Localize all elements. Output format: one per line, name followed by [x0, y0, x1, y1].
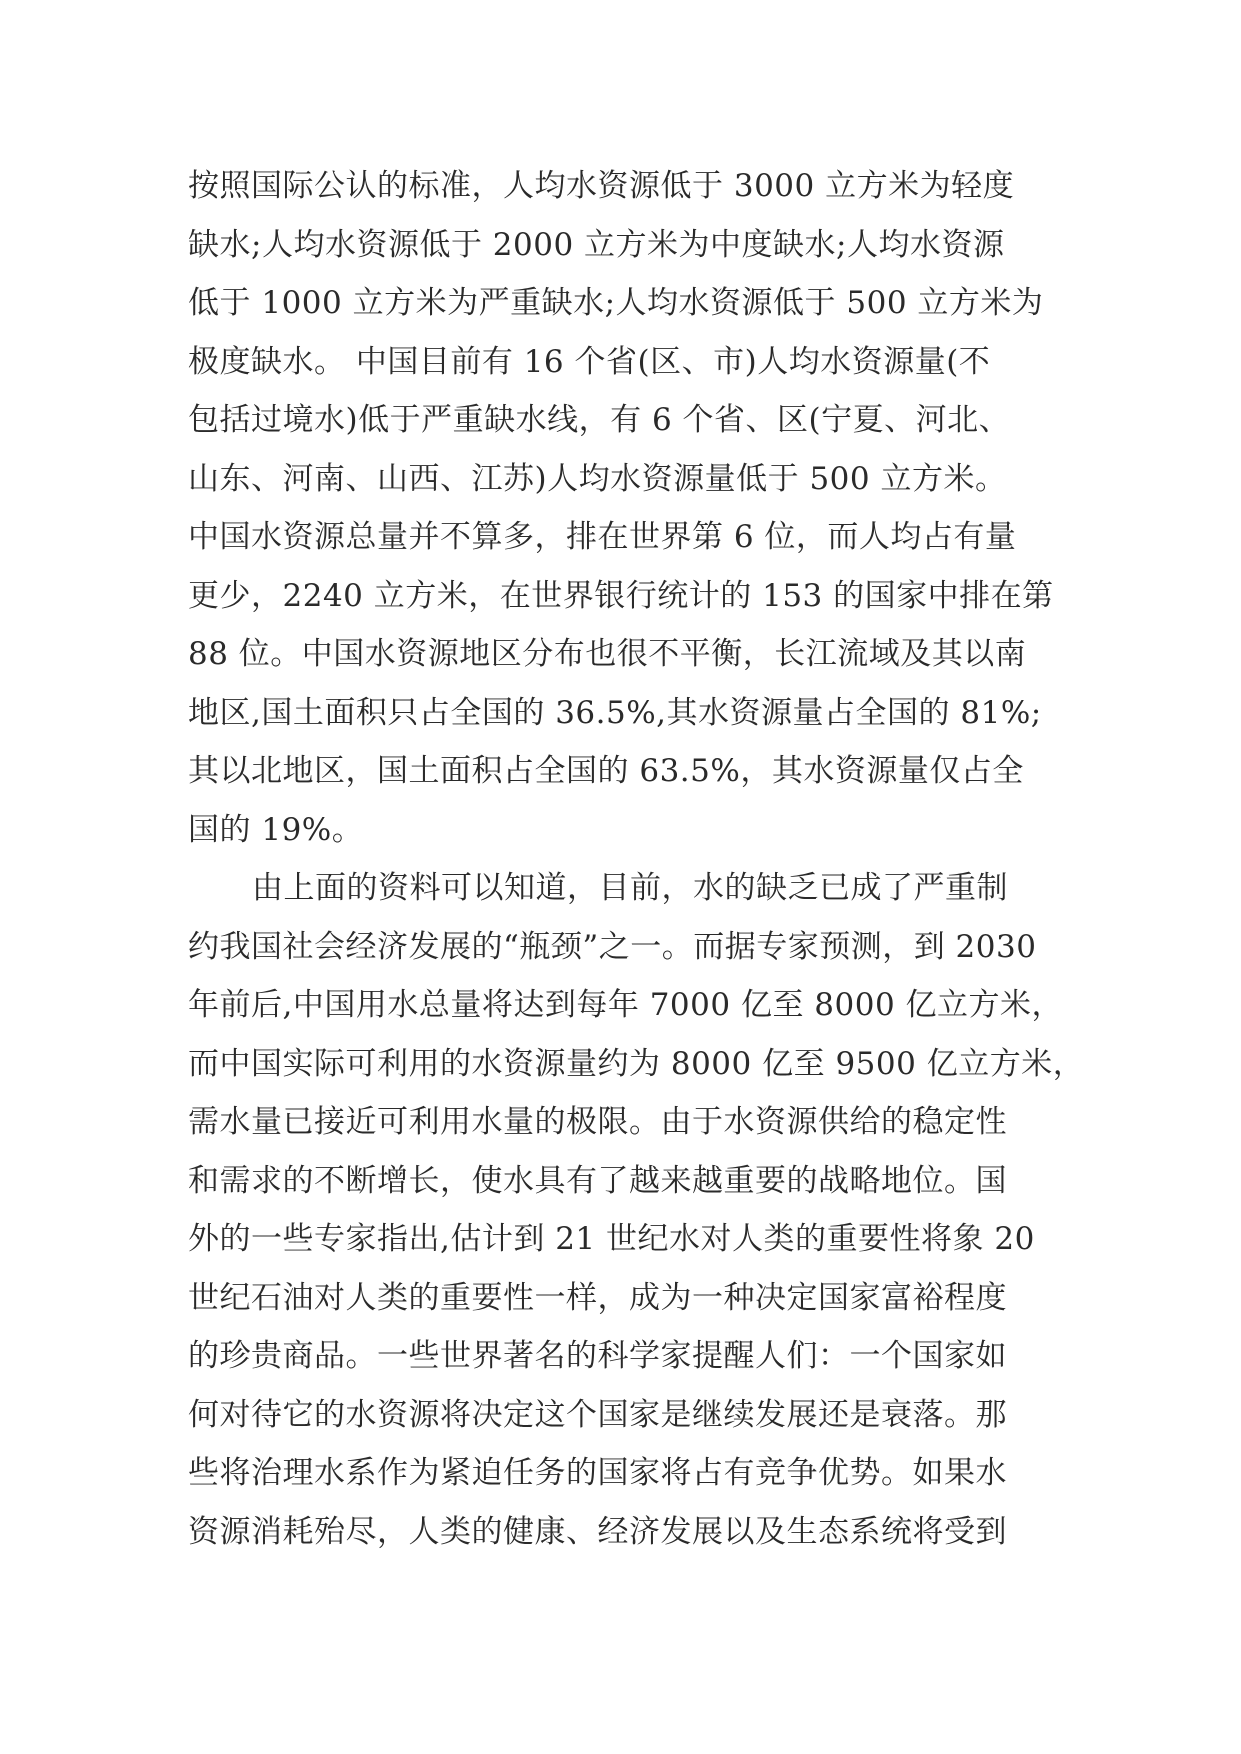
text-line: 其以北地区，国土面积占全国的 63.5%，其水资源量仅占全 [188, 753, 1024, 789]
text-line: 何对待它的水资源将决定这个国家是继续发展还是衰落。那 [188, 1396, 1007, 1433]
text-line: 而中国实际可利用的水资源量约为 8000 亿至 9500 亿立方米， [188, 1045, 1085, 1082]
body-text [188, 157, 1085, 1561]
text-line: 中国水资源总量并不算多，排在世界第 6 位，而人均占有量 [188, 519, 1017, 555]
text-line: 更少，2240 立方米，在世界银行统计的 153 的国家中排在第 [188, 577, 1054, 614]
paragraph-1 [188, 157, 1068, 859]
text-line: 88 位。中国水资源地区分布也很不平衡，长江流域及其以南 [188, 636, 1027, 672]
text-line: 外的一些专家指出,估计到 21 世纪水对人类的重要性将象 20 [188, 1221, 1035, 1257]
text-line: 缺水;人均水资源低于 2000 立方米为中度缺水;人均水资源 [188, 226, 1005, 263]
text-line: 极度缺水。 中国目前有 16 个省(区、市)人均水资源量(不 [188, 343, 991, 380]
paragraph-2 [188, 859, 1085, 1561]
text-line: 国的 19%。 [188, 811, 364, 848]
text-line: 低于 1000 立方米为严重缺水;人均水资源低于 500 立方米为 [188, 285, 1044, 321]
text-line: 年前后,中国用水总量将达到每年 7000 亿至 8000 亿立方米， [188, 987, 1064, 1023]
text-line: 些将治理水系作为紧迫任务的国家将占有竞争优势。如果水 [188, 1455, 1007, 1491]
text-line: 包括过境水)低于严重缺水线，有 6 个省、区(宁夏、河北、 [188, 402, 1011, 438]
text-line: 需水量已接近可利用水量的极限。由于水资源供给的稳定性 [188, 1104, 1007, 1140]
text-line: 地区,国土面积只占全国的 36.5%,其水资源量占全国的 81%; [188, 694, 1042, 731]
text-line: 的珍贵商品。一些世界著名的科学家提醒人们：一个国家如 [188, 1338, 1007, 1374]
text-line: 按照国际公认的标准，人均水资源低于 3000 立方米为轻度 [188, 168, 1015, 204]
text-line: 和需求的不断增长，使水具有了越来越重要的战略地位。国 [188, 1162, 1007, 1199]
text-line: 世纪石油对人类的重要性一样，成为一种决定国家富裕程度 [188, 1279, 1007, 1316]
text-line: 约我国社会经济发展的“瓶颈”之一。而据专家预测，到 2030 [188, 928, 1037, 965]
text-line: 资源消耗殆尽，人类的健康、经济发展以及生态系统将受到 [188, 1513, 1007, 1550]
text-line-first-indented: 由上面的资料可以知道，目前，水的缺乏已成了严重制 [252, 870, 1008, 906]
text-line: 山东、河南、山西、江苏)人均水资源量低于 500 立方米。 [188, 460, 1007, 497]
